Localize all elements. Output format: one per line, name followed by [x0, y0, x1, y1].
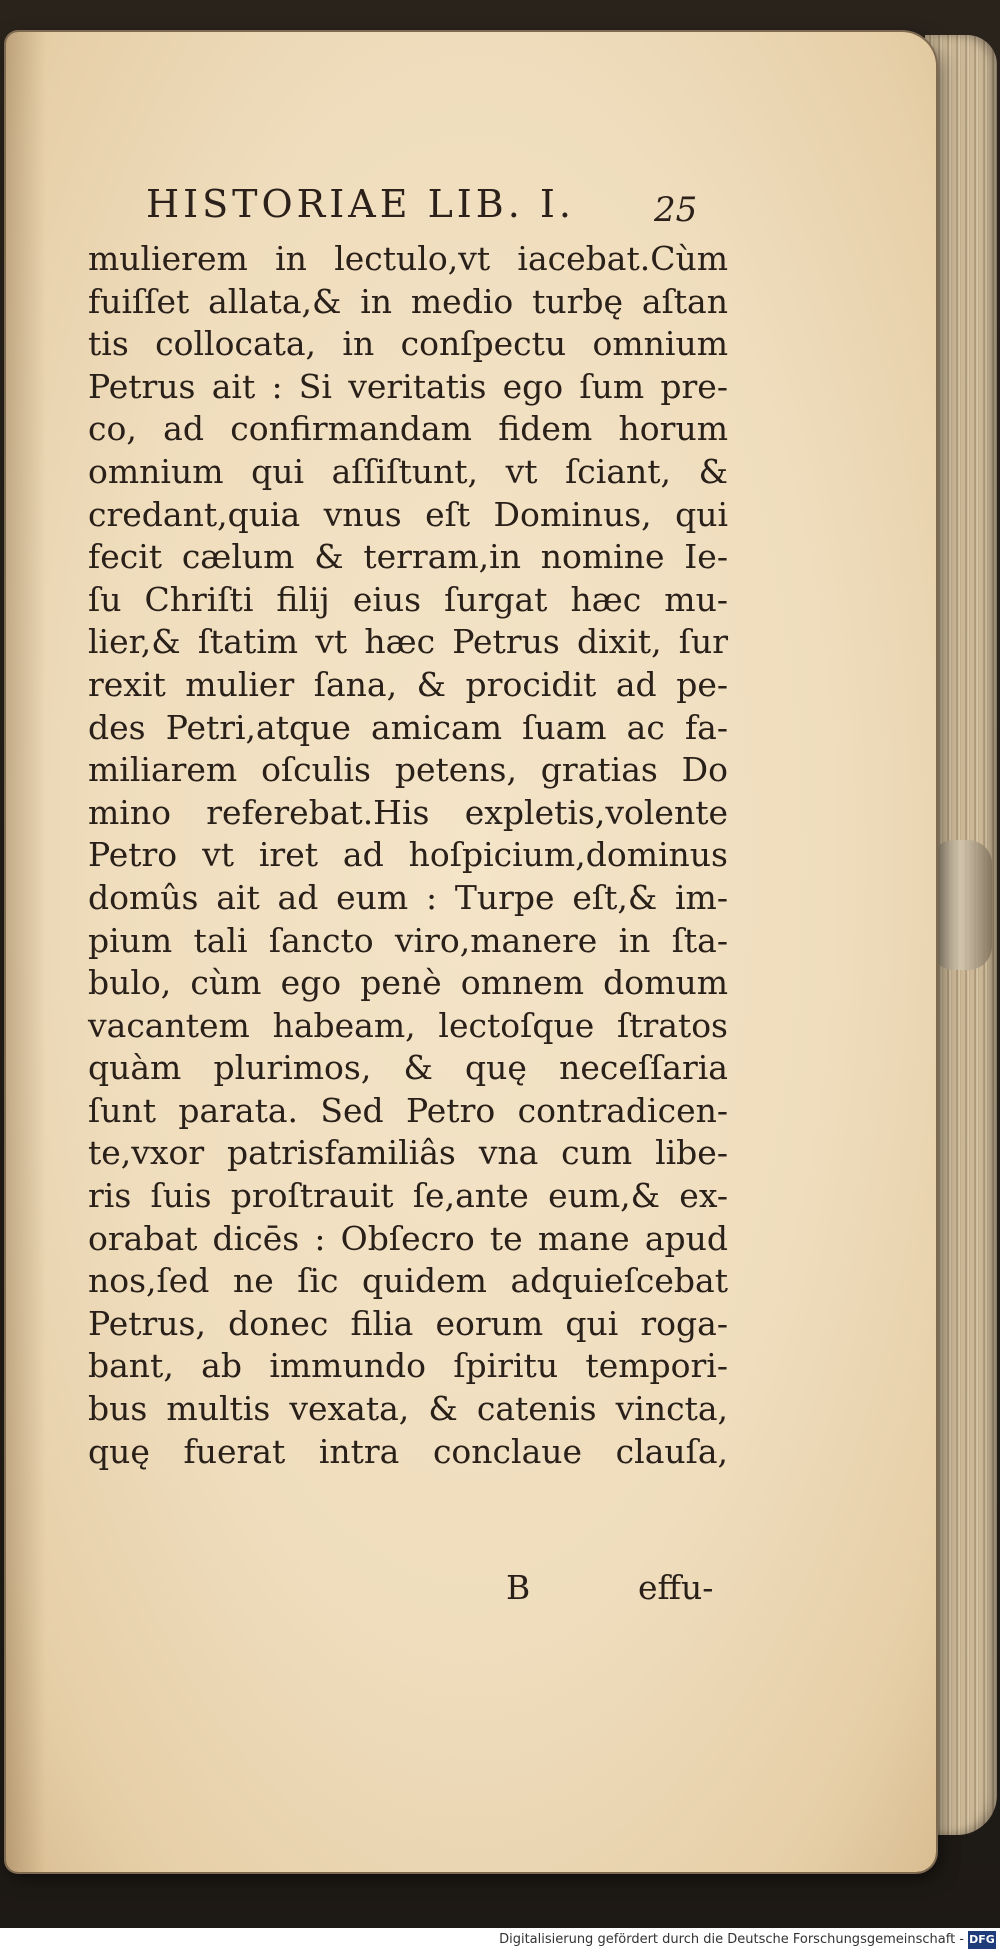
text-line: domûs ait ad eum : Turpe eſt,& im- [88, 877, 728, 917]
text-line: bus multis vexata, & catenis vincta, [88, 1389, 728, 1429]
text-line: lier,& ſtatim vt hæc Petrus dixit, ſur [88, 622, 728, 662]
page-number: 25 [654, 190, 698, 230]
bookmark-clasp [930, 840, 992, 970]
text-line: Petrus, donec filia eorum qui roga- [88, 1303, 728, 1343]
body-text [88, 238, 728, 1473]
text-line: mulierem in lectulo,vt iacebat.Cùm [88, 239, 728, 278]
text-line: ſu Chriſti filij eius ſurgat hæc mu- [88, 579, 728, 619]
text-line: pium tali ſancto viro,manere in ſta- [88, 920, 728, 960]
text-line: Petro vt iret ad hoſpicium,dominus [88, 835, 728, 875]
text-line: rexit mulier ſana, & procidit ad pe- [88, 664, 728, 704]
running-header [146, 182, 716, 242]
digitization-footer [0, 1928, 1000, 1954]
text-line: omnium qui aſſiſtunt, vt ſciant, & [88, 451, 728, 491]
text-line: bant, ab immundo ſpiritu tempori- [88, 1346, 728, 1386]
text-line: quę fuerat intra conclaue clauſa, [88, 1431, 728, 1471]
text-line: fecit cælum & terram,in nomine Ie- [88, 537, 728, 577]
signature-mark: B [506, 1568, 531, 1607]
catchword: effu- [638, 1568, 714, 1607]
text-line: tis collocata, in conſpectu omnium [88, 324, 728, 364]
page-foot [88, 1568, 728, 1612]
text-line: Petrus ait : Si veritatis ego ſum pre- [88, 366, 728, 406]
text-line: des Petri,atque amicam ſuam ac fa- [88, 707, 728, 747]
funding-credit: Digitalisierung gefördert durch die Deutsche Forschungsgemeinschaft - [499, 1932, 964, 1947]
text-line: co, ad confirmandam fidem horum [88, 409, 728, 449]
dfg-logo: DFG [968, 1931, 996, 1949]
text-line: ſunt parata. Sed Petro contradicen- [88, 1090, 728, 1130]
text-line: fuiſſet allata,& in medio turbę aſtan [88, 281, 728, 321]
text-line: vacantem habeam, lectoſque ſtratos [88, 1005, 728, 1045]
text-line: quàm plurimos, & quę neceſſaria [88, 1048, 728, 1088]
book-page [6, 32, 936, 1872]
text-line: credant,quia vnus eſt Dominus, qui [88, 494, 728, 534]
text-line: orabat dicēs : Obſecro te mane apud [88, 1218, 728, 1258]
text-line: nos,ſed ne ſic quidem adquieſcebat [88, 1261, 728, 1301]
text-line: ris ſuis proſtrauit ſe,ante eum,& ex- [88, 1176, 728, 1216]
text-line: te,vxor patrisfamiliâs vna cum libe- [88, 1133, 728, 1173]
text-line: miliarem oſculis petens, gratias Do [88, 750, 728, 790]
text-line: mino referebat.His expletis,volente [88, 792, 728, 832]
text-line: bulo, cùm ego penè omnem domum [88, 963, 728, 1003]
header-title: HISTORIAE LIB. I. [146, 182, 575, 226]
